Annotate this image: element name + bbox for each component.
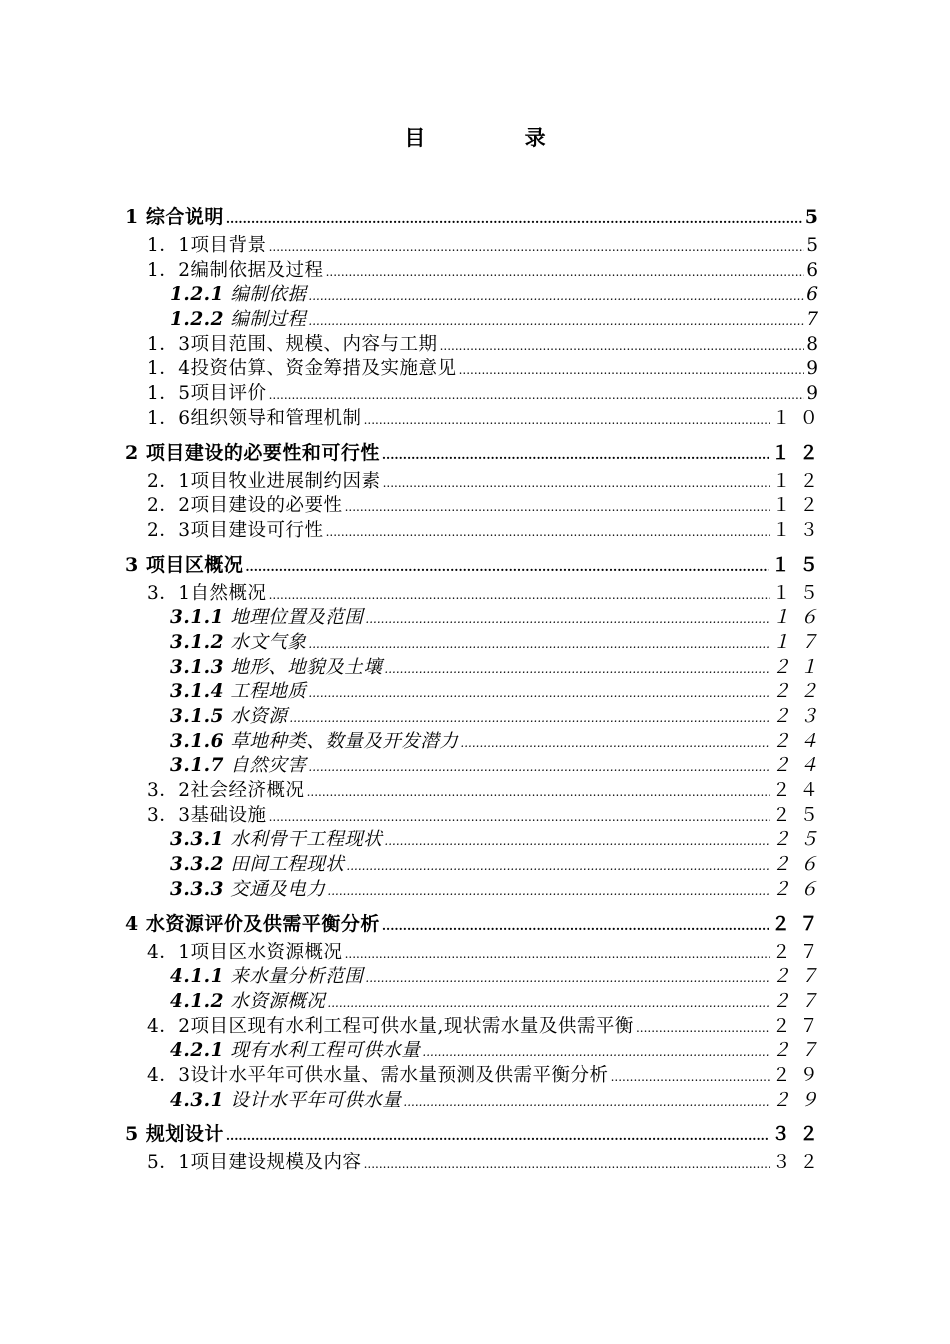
toc-leader-dots bbox=[346, 854, 770, 879]
toc-entry-title bbox=[170, 705, 287, 730]
toc-entry-text: 草地种类、数量及开发潜力 bbox=[230, 730, 459, 752]
toc-entry-number: 3 bbox=[125, 553, 139, 576]
toc-entry-title bbox=[170, 990, 325, 1015]
toc-entry-level-3[interactable] bbox=[125, 1089, 827, 1114]
toc-entry-level-3[interactable] bbox=[125, 680, 827, 705]
toc-entry-level-3[interactable] bbox=[125, 990, 827, 1015]
toc-entry-title bbox=[147, 519, 324, 544]
toc-entry-level-3[interactable] bbox=[125, 656, 827, 681]
toc-page-number: ２５ bbox=[771, 804, 827, 826]
toc-entry-number: 3．3 bbox=[147, 804, 191, 826]
toc-leader-dots bbox=[459, 358, 805, 383]
toc-entry-text: 水资源概况 bbox=[230, 990, 326, 1012]
toc-entry-title bbox=[170, 631, 306, 656]
toc-entry-text: 项目区概况 bbox=[145, 553, 244, 576]
toc-entry-title bbox=[147, 582, 267, 607]
toc-leader-dots bbox=[308, 309, 804, 334]
toc-entry-title bbox=[147, 494, 343, 519]
toc-leader-dots bbox=[382, 438, 769, 472]
toc-entry-title bbox=[125, 907, 380, 941]
toc-entry-title bbox=[147, 333, 438, 358]
toc-entry-number: 3.1.3 bbox=[170, 656, 224, 678]
toc-entry-title bbox=[125, 1117, 224, 1151]
toc-entry-title bbox=[170, 283, 306, 308]
toc-leader-dots bbox=[269, 383, 805, 408]
toc-leader-dots bbox=[308, 284, 804, 309]
toc-entry-title bbox=[147, 382, 267, 407]
toc-page-number: ２５ bbox=[771, 829, 827, 851]
toc-entry-text: 项目建设的必要性 bbox=[190, 495, 343, 517]
toc-page-number: 5 bbox=[806, 235, 827, 256]
toc-entry-text: 水利骨干工程现状 bbox=[230, 829, 383, 851]
toc-entry-number: 3.3.3 bbox=[170, 878, 224, 900]
toc-page-number: ２６ bbox=[771, 878, 827, 900]
toc-entry-title bbox=[147, 357, 457, 382]
toc-entry-level-2[interactable] bbox=[125, 1015, 827, 1040]
toc-entry-title bbox=[147, 779, 305, 804]
page-title: 目 录 bbox=[404, 125, 592, 150]
toc-page-number: １０ bbox=[771, 407, 827, 429]
toc-entry-number: 2．2 bbox=[147, 495, 191, 517]
toc-entry-title bbox=[170, 853, 344, 878]
toc-page-number: １３ bbox=[771, 519, 827, 541]
toc-entry-title bbox=[147, 259, 324, 284]
toc-leader-dots bbox=[269, 235, 805, 260]
toc-entry-level-3[interactable] bbox=[125, 705, 827, 730]
toc-leader-dots bbox=[245, 550, 769, 584]
toc-page-number: １６ bbox=[771, 607, 827, 629]
toc-entry-text: 田间工程现状 bbox=[230, 854, 345, 876]
toc-entry-level-2[interactable] bbox=[125, 1151, 827, 1176]
toc-entry-text: 编制过程 bbox=[230, 309, 307, 331]
toc-entry-title bbox=[170, 680, 306, 705]
toc-entry-text: 项目区水资源概况 bbox=[190, 941, 343, 963]
toc-entry-number: 3.1.1 bbox=[170, 607, 224, 629]
toc-page-number: １２ bbox=[771, 470, 827, 492]
toc-entry-title bbox=[170, 1089, 401, 1114]
toc-entry-number: 2 bbox=[125, 441, 139, 464]
toc-entry-title bbox=[125, 200, 224, 234]
toc-entry-number: 1．3 bbox=[147, 333, 191, 355]
toc-entry-text: 现有水利工程可供水量 bbox=[230, 1040, 421, 1062]
toc-leader-dots bbox=[364, 1152, 770, 1177]
toc-leader-dots bbox=[269, 805, 770, 830]
toc-entry-level-3[interactable] bbox=[125, 1039, 827, 1064]
toc-entry-text: 项目区现有水利工程可供水量,现状需水量及供需平衡 bbox=[190, 1015, 634, 1037]
toc-entry-level-2[interactable] bbox=[125, 382, 827, 407]
toc-entry-title bbox=[147, 804, 267, 829]
toc-page-number: ２７ bbox=[771, 941, 827, 963]
toc-entry-number: 4 bbox=[125, 912, 139, 935]
toc-page-number: ２９ bbox=[771, 1089, 827, 1111]
toc-entry-text: 自然灾害 bbox=[230, 755, 307, 777]
toc-entry-text: 交通及电力 bbox=[230, 878, 326, 900]
toc-entry-level-2[interactable] bbox=[125, 582, 827, 607]
toc-entry-level-3[interactable] bbox=[125, 606, 827, 631]
toc-page-number: ２２ bbox=[771, 681, 827, 703]
toc-entry-text: 社会经济概况 bbox=[190, 780, 305, 802]
toc-page-number: １２ bbox=[771, 495, 827, 517]
toc-entry-text: 地理位置及范围 bbox=[230, 607, 364, 629]
toc-entry-title bbox=[147, 1064, 609, 1089]
toc-entry-level-2[interactable] bbox=[125, 1064, 827, 1089]
toc-entry-text: 水资源评价及供需平衡分析 bbox=[145, 912, 380, 935]
toc-entry-number: 4.1.1 bbox=[170, 966, 224, 988]
toc-entry-level-2[interactable] bbox=[125, 333, 827, 358]
toc-leader-dots bbox=[308, 755, 770, 780]
toc-entry-title bbox=[147, 234, 267, 259]
toc-page-number: 9 bbox=[806, 383, 827, 405]
toc-entry-number: 3．2 bbox=[147, 780, 191, 802]
toc-entry-level-3[interactable] bbox=[125, 730, 827, 755]
toc-entry-number: 4．2 bbox=[147, 1015, 191, 1037]
toc-leader-dots bbox=[327, 879, 770, 904]
toc-leader-dots bbox=[269, 583, 770, 608]
toc-entry-text: 自然概况 bbox=[190, 582, 267, 604]
toc-entry-text: 项目范围、规模、内容与工期 bbox=[190, 333, 438, 355]
toc-entry-text: 设计水平年可供水量 bbox=[230, 1089, 402, 1111]
toc-leader-dots bbox=[326, 520, 770, 545]
toc-leader-dots bbox=[422, 1040, 770, 1065]
toc-entry-number: 1．6 bbox=[147, 407, 191, 429]
toc-page-number: ２３ bbox=[771, 706, 827, 727]
toc-page-number: ３２ bbox=[771, 1152, 827, 1174]
toc-entry-level-1[interactable] bbox=[125, 200, 827, 234]
toc-page-number: 5 bbox=[804, 206, 827, 228]
toc-entry-text: 水文气象 bbox=[230, 631, 307, 653]
toc-page-number: ２４ bbox=[771, 755, 827, 777]
toc-entry-level-2[interactable] bbox=[125, 470, 827, 495]
toc-entry-level-2[interactable] bbox=[125, 234, 827, 259]
toc-entry-title bbox=[125, 548, 243, 582]
toc-entry-level-2[interactable] bbox=[125, 804, 827, 829]
toc-entry-number: 3.3.1 bbox=[170, 829, 224, 851]
toc-leader-dots bbox=[364, 408, 770, 433]
toc-entry-title bbox=[170, 828, 382, 853]
toc-entry-number: 4．3 bbox=[147, 1064, 191, 1086]
toc-entry-number: 5．1 bbox=[147, 1152, 191, 1174]
toc-entry-text: 水资源 bbox=[230, 706, 288, 727]
toc-entry-text: 工程地质 bbox=[230, 681, 307, 703]
toc-leader-dots bbox=[382, 909, 769, 943]
toc-leader-dots bbox=[384, 657, 770, 682]
toc-page-number: ２７ bbox=[771, 966, 827, 988]
toc-page-number: １５ bbox=[770, 553, 827, 576]
toc-entry-text: 基础设施 bbox=[190, 804, 267, 826]
toc-leader-dots bbox=[611, 1065, 770, 1090]
toc-entry-level-1[interactable] bbox=[125, 548, 827, 582]
toc-page-number: ３２ bbox=[770, 1123, 827, 1146]
toc-entry-number: 3.1.7 bbox=[170, 755, 224, 777]
toc-entry-number: 1.2.2 bbox=[170, 309, 224, 331]
toc-entry-level-3[interactable] bbox=[125, 283, 827, 308]
toc-entry-level-2[interactable] bbox=[125, 494, 827, 519]
toc-leader-dots bbox=[365, 966, 770, 991]
toc-page-number: １５ bbox=[771, 582, 827, 604]
toc-entry-text: 投资估算、资金筹措及实施意见 bbox=[190, 358, 457, 380]
toc-leader-dots bbox=[226, 202, 803, 236]
toc-entry-title bbox=[170, 656, 382, 681]
toc-entry-level-3[interactable] bbox=[125, 631, 827, 656]
toc-entry-level-1[interactable] bbox=[125, 436, 827, 470]
toc-entry-level-3[interactable] bbox=[125, 308, 827, 333]
toc-page-number: 7 bbox=[806, 309, 827, 331]
toc-page-number: 6 bbox=[806, 259, 827, 281]
toc-entry-level-3[interactable] bbox=[125, 853, 827, 878]
toc-entry-number: 1．5 bbox=[147, 383, 191, 405]
toc-page-number: ２７ bbox=[771, 990, 827, 1012]
toc-entry-text: 项目建设规模及内容 bbox=[190, 1152, 362, 1174]
toc-entry-number: 3.1.5 bbox=[170, 706, 224, 727]
toc-entry-number: 2．1 bbox=[147, 470, 191, 492]
toc-entry-level-1[interactable] bbox=[125, 1117, 827, 1151]
toc-entry-level-3[interactable] bbox=[125, 878, 827, 903]
toc-entry-level-2[interactable] bbox=[125, 941, 827, 966]
toc-entry-title bbox=[147, 470, 381, 495]
toc-entry-title bbox=[147, 1151, 362, 1176]
toc-entry-number: 4．1 bbox=[147, 941, 191, 963]
toc-entry-text: 规划设计 bbox=[145, 1123, 224, 1146]
toc-page-number: 6 bbox=[806, 284, 827, 306]
toc-page-number: 9 bbox=[806, 358, 827, 380]
toc-page-number: 8 bbox=[806, 333, 827, 355]
toc-entry-number: 1.2.1 bbox=[170, 284, 224, 306]
toc-entry-number: 1．2 bbox=[147, 259, 191, 281]
toc-leader-dots bbox=[384, 829, 770, 854]
table-of-contents bbox=[125, 200, 827, 1176]
toc-leader-dots bbox=[636, 1016, 770, 1041]
toc-leader-dots bbox=[226, 1119, 769, 1153]
toc-entry-number: 3．1 bbox=[147, 582, 191, 604]
toc-entry-text: 项目背景 bbox=[190, 235, 267, 256]
toc-entry-number: 4.3.1 bbox=[170, 1089, 224, 1111]
toc-page-number: ２７ bbox=[771, 1015, 827, 1037]
toc-entry-level-2[interactable] bbox=[125, 779, 827, 804]
toc-entry-level-2[interactable] bbox=[125, 407, 827, 432]
toc-entry-number: 4.1.2 bbox=[170, 990, 224, 1012]
toc-page-number: ２４ bbox=[771, 730, 827, 752]
toc-entry-text: 项目评价 bbox=[190, 383, 267, 405]
toc-leader-dots bbox=[403, 1090, 770, 1115]
toc-entry-number: 4.2.1 bbox=[170, 1040, 224, 1062]
toc-leader-dots bbox=[460, 731, 770, 756]
toc-entry-title bbox=[125, 436, 380, 470]
toc-entry-level-2[interactable] bbox=[125, 519, 827, 544]
toc-entry-text: 项目牧业进展制约因素 bbox=[190, 470, 381, 492]
toc-entry-text: 来水量分析范围 bbox=[230, 966, 364, 988]
toc-entry-text: 组织领导和管理机制 bbox=[190, 407, 362, 429]
toc-entry-text: 设计水平年可供水量、需水量预测及供需平衡分析 bbox=[190, 1064, 609, 1086]
toc-entry-level-2[interactable] bbox=[125, 259, 827, 284]
toc-entry-level-3[interactable] bbox=[125, 965, 827, 990]
toc-entry-number: 3.1.4 bbox=[170, 681, 224, 703]
toc-entry-number: 3.3.2 bbox=[170, 854, 224, 876]
toc-page-number: １７ bbox=[771, 631, 827, 653]
toc-leader-dots bbox=[365, 607, 770, 632]
toc-entry-title bbox=[170, 965, 363, 990]
toc-entry-title bbox=[170, 878, 325, 903]
toc-page-number: １２ bbox=[770, 441, 827, 464]
toc-page-number: ２４ bbox=[771, 780, 827, 802]
toc-page-number: ２１ bbox=[771, 656, 827, 678]
toc-entry-level-3[interactable] bbox=[125, 828, 827, 853]
toc-entry-number: 5 bbox=[125, 1123, 139, 1146]
toc-entry-text: 项目建设可行性 bbox=[190, 519, 324, 541]
toc-entry-title bbox=[170, 754, 306, 779]
toc-entry-level-1[interactable] bbox=[125, 907, 827, 941]
toc-leader-dots bbox=[308, 632, 770, 657]
toc-page-number: ２６ bbox=[771, 854, 827, 876]
toc-entry-title bbox=[170, 308, 306, 333]
toc-entry-level-2[interactable] bbox=[125, 357, 827, 382]
toc-leader-dots bbox=[289, 706, 770, 731]
toc-entry-number: 3.1.6 bbox=[170, 730, 224, 752]
toc-entry-level-3[interactable] bbox=[125, 754, 827, 779]
toc-entry-number: 1．1 bbox=[147, 235, 191, 256]
toc-leader-dots bbox=[345, 495, 770, 520]
toc-page-number: ２７ bbox=[771, 1040, 827, 1062]
toc-entry-number: 3.1.2 bbox=[170, 631, 224, 653]
toc-leader-dots bbox=[345, 942, 770, 967]
toc-entry-text: 项目建设的必要性和可行性 bbox=[145, 441, 380, 464]
toc-entry-text: 地形、地貌及土壤 bbox=[230, 656, 383, 678]
toc-entry-text: 编制依据及过程 bbox=[190, 259, 324, 281]
toc-entry-title bbox=[147, 1015, 634, 1040]
toc-entry-text: 综合说明 bbox=[145, 206, 224, 228]
toc-leader-dots bbox=[327, 991, 770, 1016]
toc-leader-dots bbox=[308, 681, 770, 706]
toc-entry-title bbox=[170, 730, 458, 755]
toc-entry-title bbox=[170, 606, 363, 631]
toc-leader-dots bbox=[440, 334, 805, 359]
toc-entry-title bbox=[170, 1039, 420, 1064]
toc-entry-number: 1 bbox=[125, 206, 139, 228]
toc-leader-dots bbox=[383, 471, 770, 496]
toc-entry-title bbox=[147, 407, 362, 432]
toc-entry-title bbox=[147, 941, 343, 966]
toc-page-number: ２９ bbox=[771, 1064, 827, 1086]
toc-entry-text: 编制依据 bbox=[230, 284, 307, 306]
toc-leader-dots bbox=[307, 780, 770, 805]
toc-entry-number: 2．3 bbox=[147, 519, 191, 541]
toc-entry-number: 1．4 bbox=[147, 358, 191, 380]
toc-leader-dots bbox=[326, 260, 805, 285]
toc-page-number: ２７ bbox=[770, 912, 827, 935]
